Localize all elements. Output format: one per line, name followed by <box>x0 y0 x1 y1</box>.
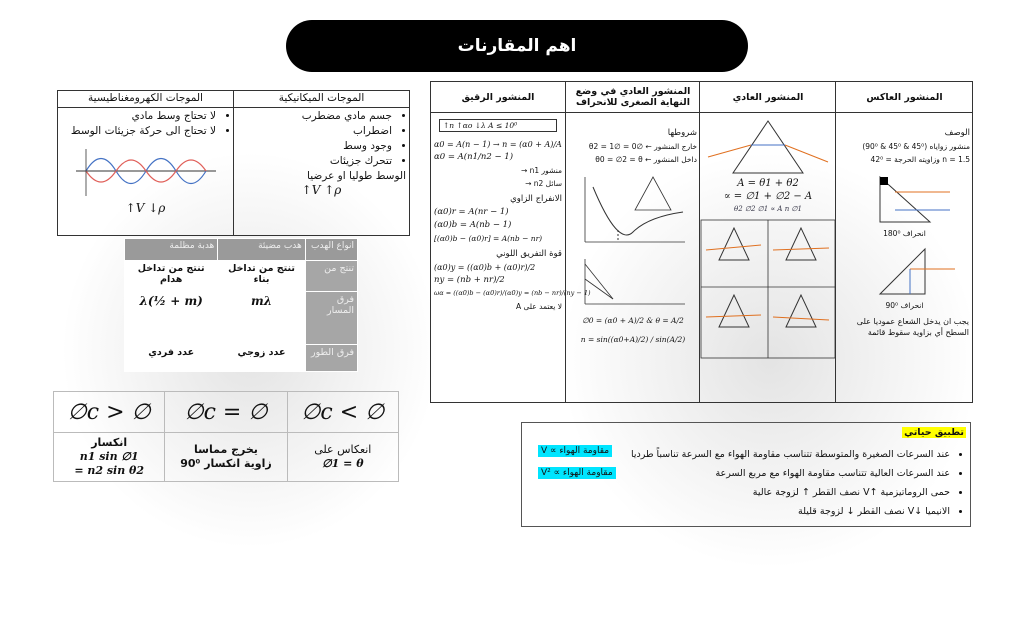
cmp-head: ∅c < ∅ <box>287 392 398 433</box>
fringes-table <box>124 238 358 372</box>
reflect-desc: الوصف <box>944 128 970 138</box>
mech-item: • جسم مادي مضطرب <box>237 109 392 124</box>
min-c2: داخل المنشور ← θ0 = ∅2 = θ <box>595 155 697 164</box>
fringe-header: انواع الهدب <box>305 239 357 261</box>
row-label: فرق الطور <box>305 345 357 372</box>
em-wave-diagram <box>71 141 221 201</box>
thin-prism-column <box>431 82 591 402</box>
thin-angular: الانفراج الزاوي <box>510 194 562 204</box>
cmp-text: انكسار <box>91 436 128 449</box>
reflect-90-diagram <box>850 244 960 299</box>
min-eq1: ∅0 = (α0 + A)/2 & θ = A/2 <box>582 316 684 325</box>
reflect-dev1: انحراف 180⁰ <box>883 229 926 238</box>
thin-eq: α0 = A(n1/n2 − 1) <box>434 152 514 162</box>
normal-title: المنشور العادي <box>700 82 836 113</box>
normal-labels: θ2 ∅2 ∅1 ∝ A n ∅1 <box>734 205 802 213</box>
thin-note: لا يعتمد على A <box>515 302 562 311</box>
prisms-table <box>430 81 973 403</box>
thin-note: سائل n2 → <box>525 179 562 188</box>
cmp-head: ∅c > ∅ <box>54 392 165 433</box>
reflect-prism-column <box>835 82 973 402</box>
em-header: الموجات الكهرومغناطيسية <box>58 91 234 108</box>
application-item: • الانيميا ↓V نصف القطر ↓ لزوجة قليلة <box>528 502 950 521</box>
thin-eq: (α0)b = A(nb − 1) <box>434 220 512 230</box>
application-title: تطبيق حياتي <box>904 427 964 438</box>
cell: عدد فردي <box>125 345 218 372</box>
normal-prism-column <box>699 82 836 402</box>
thin-note: منشور n1 → <box>520 166 562 175</box>
row-label: فرق المسار <box>305 291 357 345</box>
thin-eq: ny = (nb + nr)/2 <box>434 275 505 285</box>
min-eq2: n = sin((α0+A)/2) / sin(A/2) <box>580 335 686 344</box>
reflect-dev2: انحراف 90⁰ <box>885 301 924 310</box>
row-label: تنتج من <box>305 260 357 291</box>
em-item: • لا تحتاج وسط مادي <box>61 109 216 124</box>
thin-eq: α0 = A(n − 1) → n = (α0 + A)/A <box>434 140 562 149</box>
application-item: • عند السرعات الصغيرة والمتوسطة تتناسب مقاومة الهواء مع السرعة تناسباً طرديا <box>528 445 950 464</box>
rays-graph <box>573 254 693 314</box>
min-cond: شروطها <box>667 128 697 138</box>
min-deviation-graph <box>573 172 693 252</box>
fringe-header: هدب مضيئة <box>218 239 305 261</box>
mech-arrows: ↑V ↑ρ <box>301 183 342 197</box>
air-resistance-tag: مقاومة الهواء ∝ V² <box>538 467 616 479</box>
cell: mλ <box>218 291 305 345</box>
cmp-text: = n2 sin θ2 <box>74 464 145 477</box>
cmp-text: يخرج مماسا <box>194 443 258 456</box>
application-item: • حمى الروماتيزمية ↑V نصف القطر ↑ لزوجة عالية <box>528 483 950 502</box>
cmp-head: ∅c = ∅ <box>165 392 287 433</box>
application-item: • عند السرعات العالية تتناسب مقاومة الهواء مع مربع السرعة <box>528 464 950 483</box>
thin-box: ↑n ↑αo ↓λ A ≤ 10⁰ <box>439 119 557 132</box>
application-box <box>521 422 971 527</box>
reflect-180-diagram <box>850 172 960 227</box>
cmp-text: n1 sin ∅1 <box>79 450 139 463</box>
reflect-l2: n = 1.5 وزاويته الحرجة = 42⁰ <box>870 155 970 164</box>
thin-eq: [(α0)b − (α0)r] = A(nb − nr) <box>434 234 543 243</box>
mech-header: الموجات الميكانيكية <box>234 91 410 108</box>
mech-item: • تتحرك جزيئات <box>237 154 392 169</box>
mech-item: • وجود وسط <box>237 139 392 154</box>
cmp-text: ∅1 = θ <box>322 457 364 470</box>
mech-tail: الوسط طوليا او عرضيا <box>307 170 406 182</box>
air-resistance-tag: مقاومة الهواء ∝ V <box>538 445 612 457</box>
min-deviation-column <box>565 82 700 402</box>
thin-title: المنشور الرقيق <box>431 82 565 113</box>
thin-eq: (α0)r = A(nr − 1) <box>434 207 509 217</box>
fringe-header: هدبة مظلمة <box>125 239 218 261</box>
reflect-title: المنشور العاكس <box>836 82 973 113</box>
min-title: المنشور العادي في وضع النهاية الصغرى للانحراف <box>566 82 700 113</box>
mech-item: • اضطراب <box>237 124 392 139</box>
thin-dispersion: قوة التفريق اللوني <box>496 249 562 259</box>
cell: تنتج من تداخل هدام <box>125 260 218 291</box>
em-arrows: ↑V ↓ρ <box>125 201 166 215</box>
normal-eq2: ∝ = ∅1 + ∅2 − A <box>723 191 813 202</box>
cmp-text: انعكاس على <box>314 443 372 456</box>
cmp-text: زاوية انكسار 90⁰ <box>180 457 272 470</box>
page-title: اهم المقارنات <box>286 20 748 72</box>
thin-eq: ωα = ((α0)b − (α0)r)/(α0)y = (nb − nr)/(ny − 1) <box>434 289 591 297</box>
normal-prism-diagram <box>703 117 833 177</box>
waves-table <box>57 90 410 236</box>
critical-angle-table <box>53 391 399 482</box>
min-c1: خارج المنشور ← ∅0 = ∅1 = θ2 <box>588 142 697 151</box>
reflect-note: يجب ان يدخل الشعاع عموديا على السطح أي بزاوية سقوط قائمة <box>856 317 969 337</box>
em-item: • لا تحتاج الى حركة جزيئات الوسط <box>61 124 216 139</box>
cell: (m + ½)λ <box>125 291 218 345</box>
thin-eq: (α0)y = ((α0)b + (α0)r)/2 <box>434 263 536 272</box>
normal-prism-cases <box>701 220 835 358</box>
normal-eq1: A = θ1 + θ2 <box>737 178 799 189</box>
cell: تنتج من تداخل بناء <box>218 260 305 291</box>
cell: عدد زوجي <box>218 345 305 372</box>
reflect-l1: منشور زواياه (45⁰ & 45⁰ & 90⁰) <box>862 142 970 151</box>
